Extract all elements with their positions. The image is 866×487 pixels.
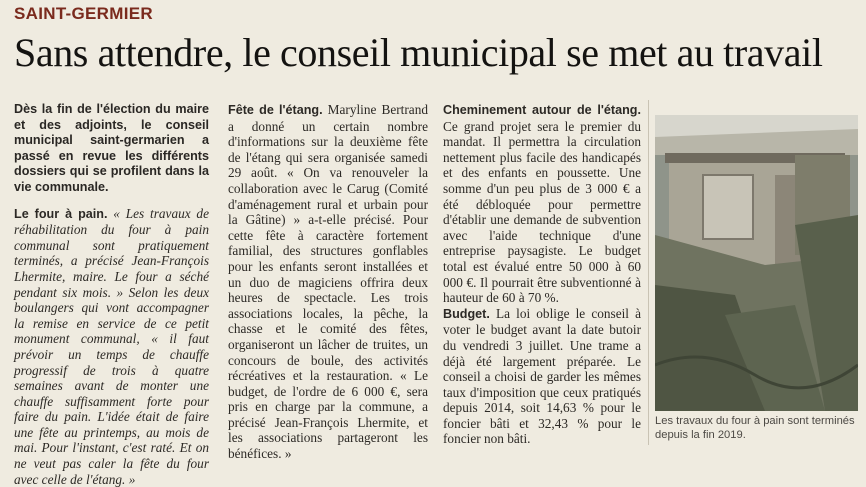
- etang-paragraph: [228, 102, 428, 462]
- column-2: [228, 102, 428, 462]
- chemin-subtitle: Cheminement autour de l'étang.: [443, 103, 641, 117]
- four-subtitle: Le four à pain.: [14, 206, 108, 221]
- four-paragraph: [14, 206, 209, 487]
- etang-body: Maryline Bertrand a donné un certain nombre d'informations sur la deuxième fête de l'étang qui sera organisée samedi 29 août. « On va renouveler la collaboration avec le Carug (Comité d'aménagement rural et urbain pour la Gâtine) » a-t-elle précisé. Pour cette fête à caractère fortement familial, des structures gonflables pour les enfants seront installées et un duo de magiciens offrira deux heures de spectacle. Les trois associations locales, la pêche, la chasse et le comité des fêtes, organiseront un lâcher de truites, un concours de boule, des activités récréatives et la restauration. « Le budget, de l'ordre de 6 000 €, sera pris en charge par la commune, a précisé Jean-François Lhermite, et les associations partageront les bénéfices. »: [228, 102, 428, 462]
- etang-subtitle: Fête de l'étang.: [228, 103, 323, 117]
- budget-subtitle: Budget.: [443, 306, 490, 321]
- column-1: [14, 102, 209, 487]
- budget-body: La loi oblige le conseil à voter le budget avant la date butoir du vendredi 3 juillet. Une trame a déjà été largement préparée. Le conseil a choisi de garder les mêmes taux d'imposition que ceux pratiqués depuis 2014, soit 14,63 % pour le foncier bâti et 32,43 % pour le foncier non bâti.: [443, 305, 641, 447]
- bread-oven-illustration: [655, 115, 858, 411]
- photo-caption: Les travaux du four à pain sont terminés depuis la fin 2019.: [655, 415, 855, 441]
- column-3: [443, 102, 641, 447]
- four-body: « Les travaux de réhabilitation du four à pain communal sont pratiquement terminés, a précisé Jean-François Lhermite, maire. Le four a séché pendant six mois. » Selon les deux boulangers qui vont accompagner la remise en service de ce petit monument communal, « il faut prévoir un temps de chauffe progressif de trois à quatre semaines avant de monter une chauffe suffisamment forte pour faire du pain. L'idée était de faire une fête au printemps, au mois de mai. Pour l'instant, c'est raté. Et on ne veut pas caler la fête du four avec celle de l'étang. »: [14, 205, 209, 487]
- headline: Sans attendre, le conseil municipal se met au travail: [14, 30, 823, 75]
- column-divider: [648, 100, 649, 445]
- chemin-paragraph: [443, 102, 641, 306]
- chemin-body: Ce grand projet sera le premier du mandat. Il permettra la circulation nettement plus facile des handicapés et des enfants en poussette. Une somme d'un peu plus de 3 000 € a été débloquée pour permettre d'établir une demande de subvention avec l'aide technique d'une entreprise paysagiste. Le budget total est évalué entre 50 000 à 60 000 €. Il pourrait être subventionné à hauteur de 60 à 70 %.: [443, 118, 641, 306]
- section-rubric: SAINT-GERMIER: [14, 4, 153, 23]
- lead-paragraph: Dès la fin de l'élection du maire et des adjoints, le conseil municipal saint-germarien a passé en revue les différents dossiers qui se profilent dans la vie communale.: [14, 102, 209, 194]
- budget-paragraph: [443, 306, 641, 447]
- bread-oven-photo: [655, 115, 858, 411]
